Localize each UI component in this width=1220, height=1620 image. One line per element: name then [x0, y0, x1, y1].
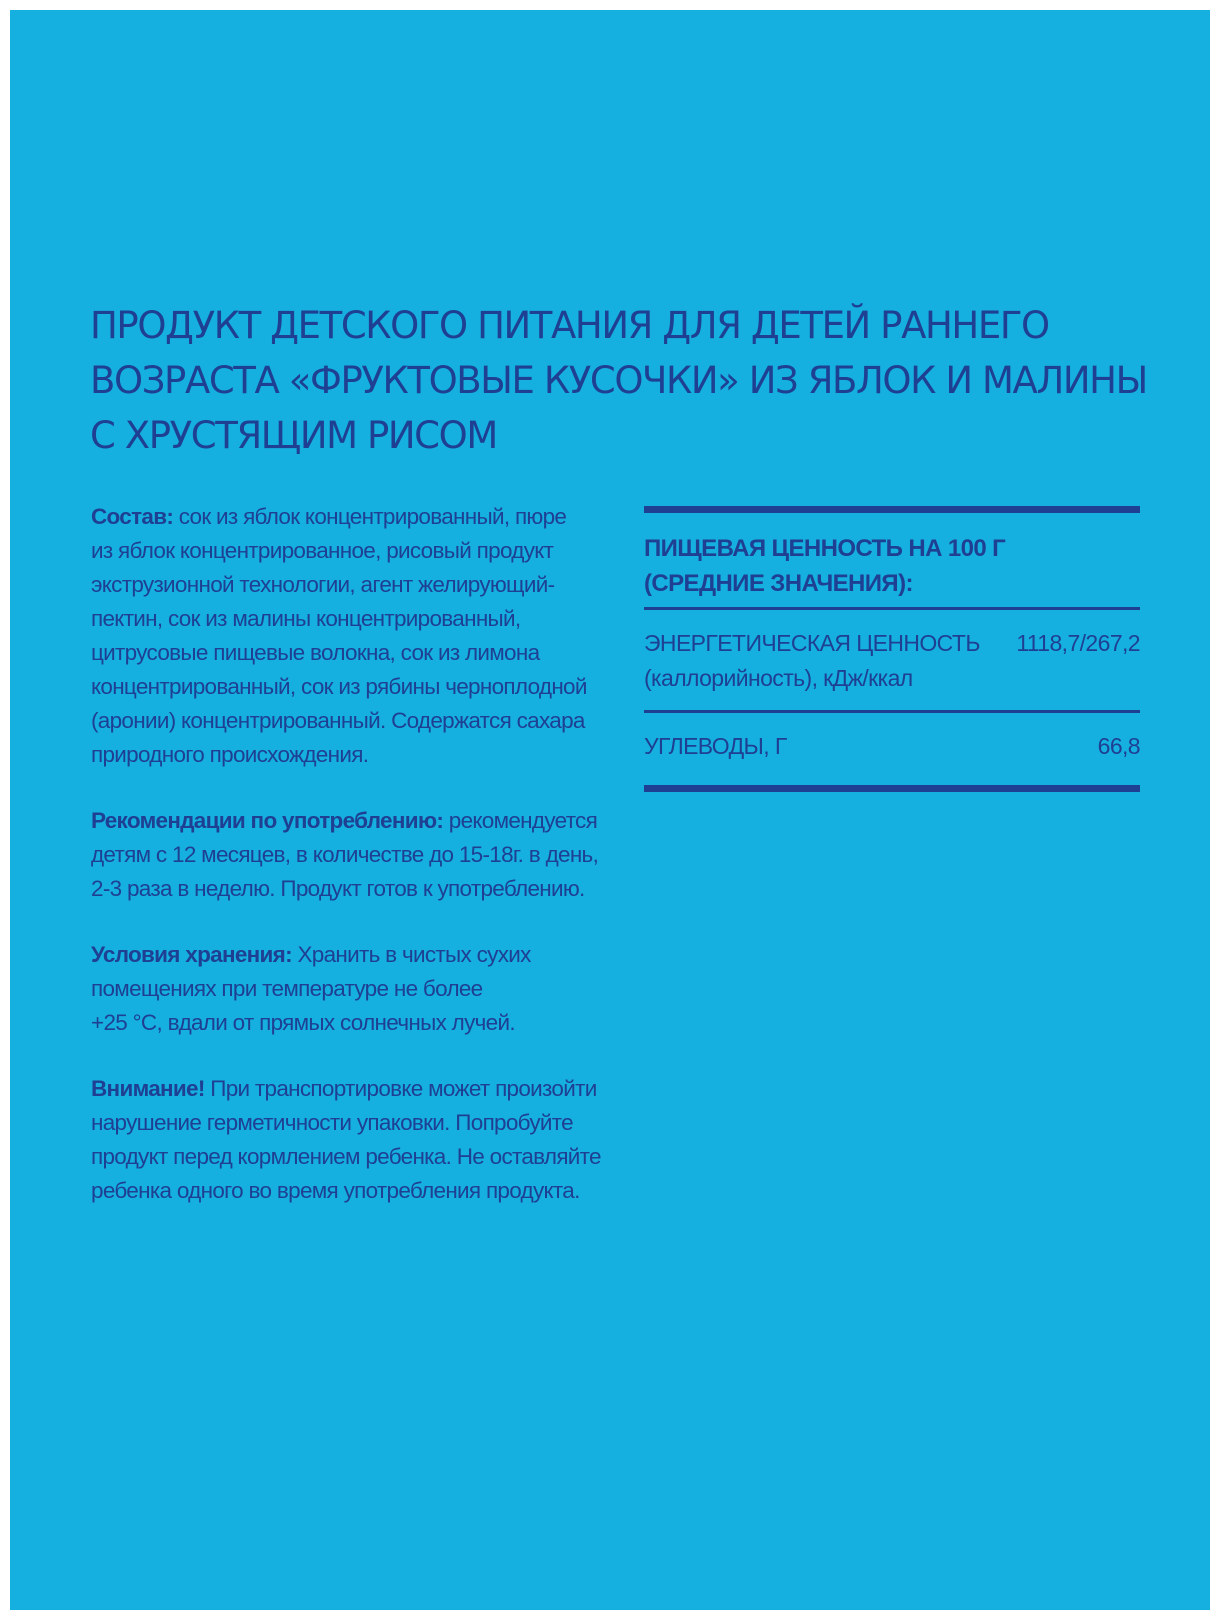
storage-text: помещениях при температуре не более	[91, 976, 483, 1001]
composition-text: природного происхождения.	[91, 742, 369, 767]
nutrition-row-label	[644, 729, 787, 764]
nutrition-heading-line: (СРЕДНИЕ ЗНАЧЕНИЯ):	[644, 570, 913, 597]
energy-value: 1118,7/267,2	[1016, 630, 1140, 656]
recommendations-text: 2-3 раза в неделю. Продукт готов к употреблению.	[91, 876, 585, 901]
composition-text: цитрусовые пищевые волокна, сок из лимона	[91, 640, 540, 665]
table-bottom-rule	[644, 785, 1140, 792]
warning-text: ребенка одного во время употребления продукта.	[91, 1178, 580, 1203]
recommendations-text: детям с 12 месяцев, в количестве до 15-18г. в день,	[91, 842, 599, 867]
recommendations-text: рекомендуется	[443, 808, 598, 833]
warning-section	[91, 1072, 611, 1208]
recommendations-section	[91, 804, 611, 906]
warning-text: нарушение герметичности упаковки. Попробуйте	[91, 1110, 573, 1135]
product-title	[90, 298, 1147, 463]
energy-label-line: (каллорийность), кДж/ккал	[644, 665, 913, 691]
warning-text: При транспортировке может произойти	[204, 1076, 597, 1101]
warning-text: продукт перед кормлением ребенка. Не оставляйте	[91, 1144, 601, 1169]
carbs-label-line: УГЛЕВОДЫ, Г	[644, 733, 787, 759]
composition-text: (аронии) концентрированный. Содержатся сахара	[91, 708, 585, 733]
storage-section	[91, 938, 611, 1040]
title-line: С ХРУСТЯЩИМ РИСОМ	[90, 414, 497, 457]
composition-text: из яблок концентрированное, рисовый продукт	[91, 538, 554, 563]
nutrition-row-carbs	[644, 713, 1140, 785]
nutrition-table	[644, 506, 1140, 792]
nutrition-heading-line: ПИЩЕВАЯ ЦЕННОСТЬ НА 100 Г	[644, 535, 1006, 562]
storage-label: Условия хранения:	[91, 942, 292, 967]
storage-text: Хранить в чистых сухих	[291, 942, 531, 967]
storage-text: +25 °С, вдали от прямых солнечных лучей.	[91, 1010, 515, 1035]
composition-text: экструзионной технологии, агент желирующий-	[91, 572, 555, 597]
product-info	[91, 500, 611, 1240]
table-top-rule	[644, 506, 1140, 513]
nutrition-heading	[644, 513, 1140, 607]
package-panel	[10, 10, 1210, 1610]
energy-label-line: ЭНЕРГЕТИЧЕСКАЯ ЦЕННОСТЬ	[644, 630, 980, 656]
composition-text: сок из яблок концентрированный, пюре	[173, 504, 567, 529]
recommendations-label: Рекомендации по употреблению:	[91, 808, 444, 833]
warning-label: Внимание!	[91, 1076, 205, 1101]
composition-section	[91, 500, 611, 772]
composition-label: Состав:	[91, 504, 174, 529]
nutrition-row-energy	[644, 610, 1140, 710]
composition-text: пектин, сок из малины концентрированный,	[91, 606, 521, 631]
carbs-value: 66,8	[1097, 733, 1140, 759]
title-line: ПРОДУКТ ДЕТСКОГО ПИТАНИЯ ДЛЯ ДЕТЕЙ РАННЕГО	[90, 304, 1049, 347]
nutrition-row-label	[644, 626, 980, 696]
composition-text: концентрированный, сок из рябины черноплодной	[91, 674, 587, 699]
title-line: ВОЗРАСТА «ФРУКТОВЫЕ КУСОЧКИ» ИЗ ЯБЛОК И МАЛИНЫ	[90, 359, 1147, 402]
